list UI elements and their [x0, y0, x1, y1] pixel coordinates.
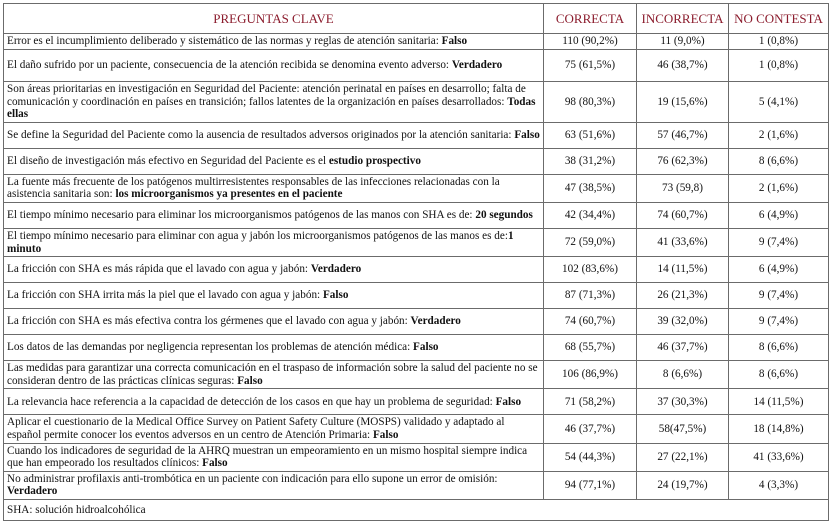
answer-key: Falso [202, 457, 228, 470]
incorrect-count-cell: 11 (9,0%) [637, 34, 729, 50]
table-row [4, 148, 829, 174]
question-cell [4, 471, 544, 499]
no-answer-count-cell: 5 (4,1%) [729, 82, 829, 123]
correct-count-cell: 102 (83,6%) [544, 257, 637, 283]
table-row [4, 283, 829, 309]
question-cell [4, 122, 544, 148]
incorrect-count-cell: 76 (62,3%) [637, 148, 729, 174]
question-text: Las medidas para garantizar una correcta comunicación en el traspaso de información sobre la salud del paciente no se consideran dentro de las prácticas clínicas seguras: [7, 362, 538, 387]
no-answer-count-cell: 2 (1,6%) [729, 122, 829, 148]
question-text: El diseño de investigación más efectivo en Seguridad del Paciente es el [7, 154, 329, 167]
table-row [4, 471, 829, 499]
answer-key: Todas ellas [7, 95, 536, 121]
answer-key: Falso [237, 374, 263, 387]
incorrect-count-cell: 57 (46,7%) [637, 122, 729, 148]
footnote-row [4, 499, 829, 520]
question-cell [4, 34, 544, 50]
incorrect-count-cell: 39 (32,0%) [637, 309, 729, 335]
question-cell [4, 283, 544, 309]
answer-key: Falso [495, 395, 522, 408]
incorrect-count-cell: 27 (22,1%) [637, 443, 729, 471]
answer-key: Verdadero [410, 315, 461, 328]
question-text: El tiempo mínimo necesario para eliminar con agua y jabón los microorganismos patógenos de las manos es de: [7, 229, 508, 242]
header-correct: CORRECTA [544, 4, 637, 34]
table-row [4, 122, 829, 148]
question-cell [4, 335, 544, 361]
correct-count-cell: 54 (44,3%) [544, 443, 637, 471]
correct-count-cell: 87 (71,3%) [544, 283, 637, 309]
question-text: Cuando los indicadores de seguridad de la AHRQ muestran un empeoramiento en un mismo hospital siempre indica que han empeorado los resultados clínicos: [7, 444, 528, 470]
no-answer-count-cell: 2 (1,6%) [729, 174, 829, 202]
question-cell [4, 257, 544, 283]
incorrect-count-cell: 58(47,5%) [637, 415, 729, 443]
no-answer-count-cell: 9 (7,4%) [729, 228, 829, 256]
answer-key: Verdadero [7, 485, 58, 498]
no-answer-count-cell: 9 (7,4%) [729, 309, 829, 335]
question-text: No administrar profilaxis anti-trombótica en un paciente con indicación para ello supone un error de omisión: [7, 472, 498, 485]
table-row [4, 389, 829, 415]
correct-count-cell: 46 (37,7%) [544, 415, 637, 443]
question-cell [4, 415, 544, 443]
question-cell [4, 361, 544, 389]
footnote: SHA: solución hidroalcohólica [4, 499, 829, 520]
answer-key: Falso [322, 289, 349, 302]
question-text: La fuente más frecuente de los patógenos multirresistentes responsables de las infecciones relacionadas con la asistencia sanitaria son: [7, 175, 500, 201]
no-answer-count-cell: 1 (0,8%) [729, 50, 829, 82]
results-table [3, 3, 829, 521]
answer-key: Falso [441, 35, 468, 48]
question-cell [4, 50, 544, 82]
question-text: Error es el incumplimiento deliberado y sistemático de las normas y reglas de atención sanitaria: [7, 35, 442, 48]
no-answer-count-cell: 1 (0,8%) [729, 34, 829, 50]
question-text: La fricción con SHA es más efectiva contra los gérmenes que el lavado con agua y jabón: [7, 315, 411, 328]
question-cell [4, 443, 544, 471]
table-row [4, 415, 829, 443]
correct-count-cell: 47 (38,5%) [544, 174, 637, 202]
correct-count-cell: 72 (59,0%) [544, 228, 637, 256]
table-row [4, 335, 829, 361]
question-text: Los datos de las demandas por negligencia representan los problemas de atención médica: [7, 341, 414, 354]
correct-count-cell: 106 (86,9%) [544, 361, 637, 389]
answer-key: los microorganismos ya presentes en el paciente [115, 188, 343, 201]
no-answer-count-cell: 8 (6,6%) [729, 148, 829, 174]
incorrect-count-cell: 19 (15,6%) [637, 82, 729, 123]
table-row [4, 309, 829, 335]
no-answer-count-cell: 9 (7,4%) [729, 283, 829, 309]
answer-key: 20 segundos [475, 209, 533, 222]
question-cell [4, 82, 544, 123]
no-answer-count-cell: 8 (6,6%) [729, 335, 829, 361]
correct-count-cell: 68 (55,7%) [544, 335, 637, 361]
question-text: La relevancia hace referencia a la capacidad de detección de los casos en que hay un problema de seguridad: [7, 395, 496, 408]
question-text: Son áreas prioritarias en investigación en Seguridad del Paciente: atención perinatal en países en desarrollo; falta de comunicación y coordinación en países en transición; fallos latentes de la organización en países desarrollados: [7, 83, 526, 108]
correct-count-cell: 75 (61,5%) [544, 50, 637, 82]
answer-key: Falso [413, 341, 439, 354]
answer-key: 1 minuto [7, 229, 514, 255]
correct-count-cell: 74 (60,7%) [544, 309, 637, 335]
incorrect-count-cell: 24 (19,7%) [637, 471, 729, 499]
correct-count-cell: 71 (58,2%) [544, 389, 637, 415]
question-cell [4, 148, 544, 174]
table-row [4, 202, 829, 228]
question-cell [4, 202, 544, 228]
incorrect-count-cell: 41 (33,6%) [637, 228, 729, 256]
incorrect-count-cell: 37 (30,3%) [637, 389, 729, 415]
question-text: La fricción con SHA irrita más la piel que el lavado con agua y jabón: [7, 289, 323, 302]
incorrect-count-cell: 14 (11,5%) [637, 257, 729, 283]
table-row [4, 443, 829, 471]
table-row [4, 34, 829, 50]
header-questions: PREGUNTAS CLAVE [4, 4, 544, 34]
question-text: El daño sufrido por un paciente, consecuencia de la atención recibida se denomina evento adverso: [7, 59, 452, 72]
no-answer-count-cell: 4 (3,3%) [729, 471, 829, 499]
correct-count-cell: 98 (80,3%) [544, 82, 637, 123]
table-row [4, 228, 829, 256]
question-text: La fricción con SHA es más rápida que el lavado con agua y jabón: [7, 263, 311, 276]
question-cell [4, 389, 544, 415]
table-row [4, 257, 829, 283]
incorrect-count-cell: 73 (59,8) [637, 174, 729, 202]
no-answer-count-cell: 8 (6,6%) [729, 361, 829, 389]
question-text: El tiempo mínimo necesario para eliminar los microorganismos patógenos de las manos con SHA es de: [7, 209, 476, 222]
incorrect-count-cell: 26 (21,3%) [637, 283, 729, 309]
correct-count-cell: 94 (77,1%) [544, 471, 637, 499]
question-cell [4, 174, 544, 202]
table-row [4, 361, 829, 389]
header-no-answer: NO CONTESTA [729, 4, 829, 34]
header-row [4, 4, 829, 34]
answer-key: Verdadero [451, 59, 503, 72]
no-answer-count-cell: 6 (4,9%) [729, 257, 829, 283]
correct-count-cell: 38 (31,2%) [544, 148, 637, 174]
correct-count-cell: 42 (34,4%) [544, 202, 637, 228]
incorrect-count-cell: 46 (38,7%) [637, 50, 729, 82]
results-table-container [3, 3, 828, 521]
incorrect-count-cell: 8 (6,6%) [637, 361, 729, 389]
header-incorrect: INCORRECTA [637, 4, 729, 34]
answer-key: Falso [372, 428, 399, 441]
table-row [4, 50, 829, 82]
question-cell [4, 228, 544, 256]
question-text: Se define la Seguridad del Paciente como la ausencia de resultados adversos originados por la atención sanitaria: [7, 128, 515, 141]
correct-count-cell: 110 (90,2%) [544, 34, 637, 50]
incorrect-count-cell: 46 (37,7%) [637, 335, 729, 361]
answer-key: Falso [514, 128, 540, 141]
no-answer-count-cell: 41 (33,6%) [729, 443, 829, 471]
no-answer-count-cell: 18 (14,8%) [729, 415, 829, 443]
answer-key: estudio prospectivo [328, 154, 421, 167]
no-answer-count-cell: 14 (11,5%) [729, 389, 829, 415]
correct-count-cell: 63 (51,6%) [544, 122, 637, 148]
table-row [4, 82, 829, 123]
question-text: Aplicar el cuestionario de la Medical Office Survey on Patient Safety Culture (MOSPS) validado y adaptado al español permite conocer los eventos adversos en un centro de Atención Primaria: [7, 416, 505, 441]
table-row [4, 174, 829, 202]
question-cell [4, 309, 544, 335]
no-answer-count-cell: 6 (4,9%) [729, 202, 829, 228]
table-body [4, 34, 829, 521]
answer-key: Verdadero [310, 263, 362, 276]
incorrect-count-cell: 74 (60,7%) [637, 202, 729, 228]
